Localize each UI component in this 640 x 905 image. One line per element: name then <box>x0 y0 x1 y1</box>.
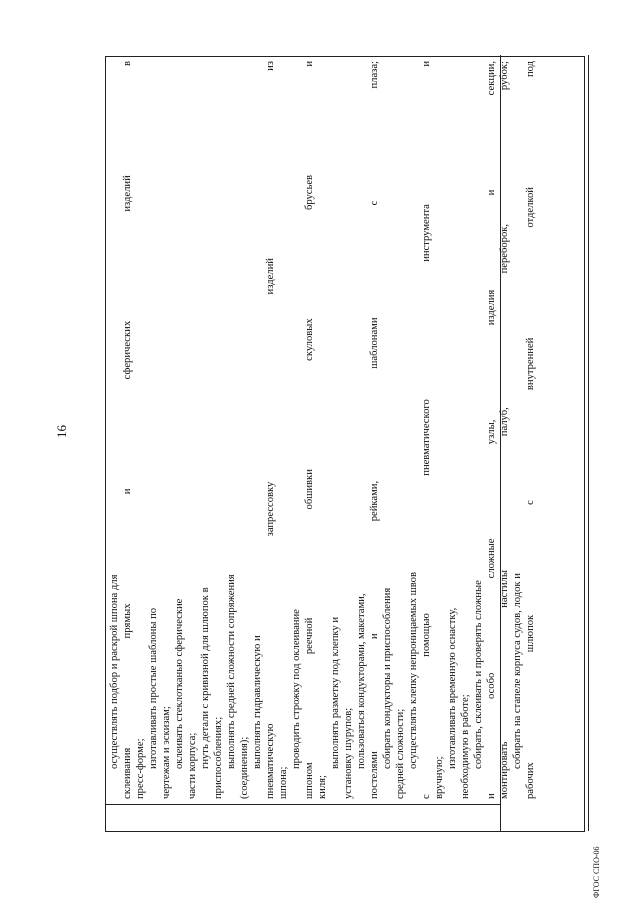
text-line: проводить строжку под оклеивание <box>291 609 302 769</box>
text-line: выполнять гидравлическую и <box>252 635 263 769</box>
text-line: шпоном реечной обшивки скуловых брусьев и <box>304 61 315 799</box>
text-line: изготавливать временную оснастку, <box>447 607 458 769</box>
competency-cell <box>106 55 536 805</box>
text-line: осуществлять подбор и раскрой шпона для <box>109 574 120 769</box>
text-line: осуществлять клепку непроницаемых швов <box>408 572 419 769</box>
text-line: приспособлениях; <box>213 716 224 799</box>
text-line: собирать на стапеле корпуса судов, лодок и <box>512 573 523 769</box>
text-line: пресс-форме; <box>135 738 146 799</box>
text-line: (соединения); <box>239 736 250 799</box>
text-line: чертежам и эскизам; <box>161 706 172 799</box>
text-line: установку шурупов; <box>343 707 354 799</box>
text-line: собирать, склеивать и проверять сложные <box>473 580 484 769</box>
text-line: гнуть детали с кривизной для шлюпок в <box>200 587 211 769</box>
text-line: шпона; <box>278 766 289 799</box>
competency-table <box>105 56 585 832</box>
row-divider-2 <box>588 55 589 831</box>
text-line: киля; <box>317 775 328 799</box>
text-line: средней сложности; <box>395 708 406 799</box>
text-line: склеивания прямых и сферических изделий в <box>122 61 133 799</box>
text-line: изготавливать простые шаблоны по <box>148 607 159 769</box>
text-line: рабочих шлюпок с внутренней отделкой под <box>525 61 536 799</box>
text-line: вручную; <box>434 756 445 799</box>
text-line: собирать кондукторы и приспособления <box>382 587 393 769</box>
rotated-table <box>105 56 585 832</box>
text-line: монтировать настилы палуб, переборок, рубок; <box>499 61 510 799</box>
text-line: постелями и рейками, шаблонами с плаза; <box>369 61 380 799</box>
text-line: выполнять средней сложности сопряжения <box>226 574 237 769</box>
text-line: оклеивать стеклотканью сферические <box>174 598 185 769</box>
text-line: с помощью пневматического инструмента и <box>421 61 432 799</box>
text-line: необходимую в работе; <box>460 694 471 799</box>
text-line: и особо сложные узлы, изделия и секции, <box>486 61 497 799</box>
text-line: выполнять разметку под клепку и <box>330 616 341 769</box>
text-line: пневматическую запрессовку изделий из <box>265 61 276 799</box>
text-line: части корпуса; <box>187 732 198 799</box>
page-number: 16 <box>54 425 69 438</box>
footer-label: ФГОС СПО-06 <box>592 846 601 898</box>
text-line: пользоваться кондукторами, макетами, <box>356 593 367 769</box>
